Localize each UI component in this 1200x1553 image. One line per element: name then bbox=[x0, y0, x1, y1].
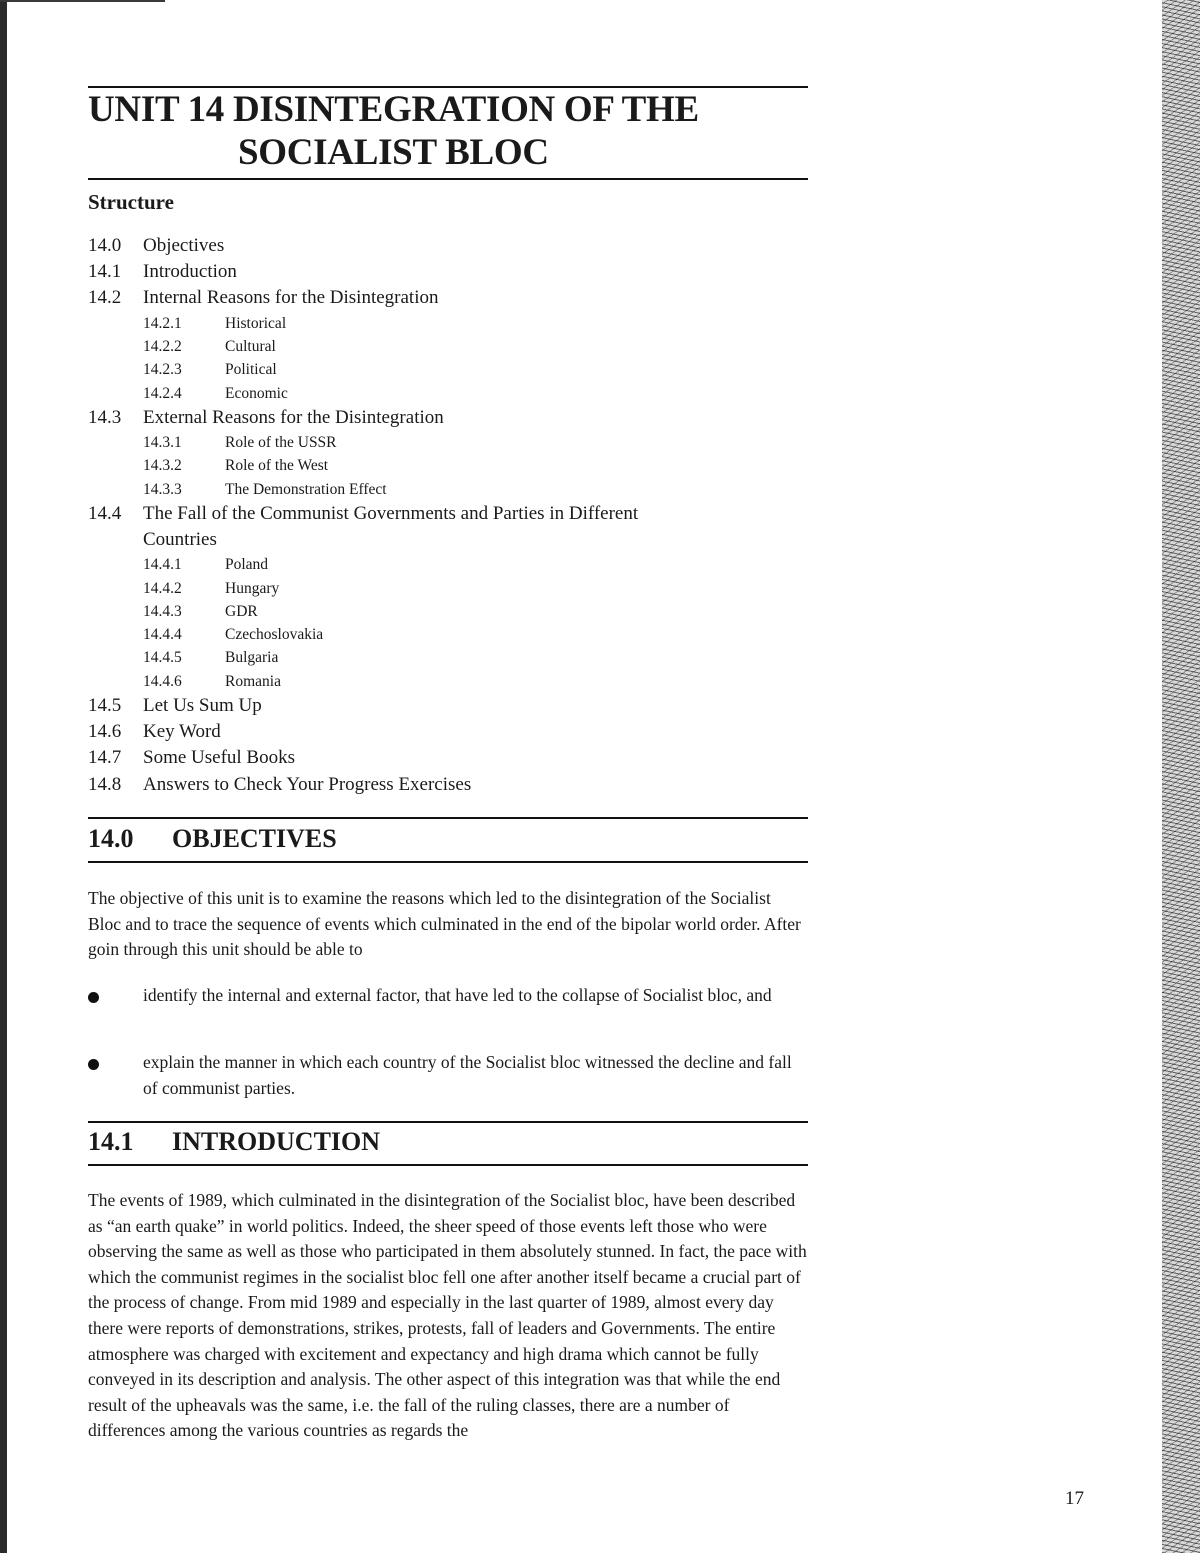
introduction-paragraph: The events of 1989, which culminated in the disintegration of the Socialist bloc, have been described as “an earth quake” in world politics. Indeed, the sheer speed of those events left those who were observing the same as well as those who participated in them absolutely stunned. In fact, the pace with which the communist regimes in the socialist bloc fell one after another itself became a crucial part of the process of change. From mid 1989 and especially in the last quarter of 1989, almost every day there were reports of demonstrations, strikes, protests, fall of leaders and Governments. The entire atmosphere was charged with excitement and expectancy and high drama which cannot be fully conveyed in its description and analysis. The other aspect of this integration was that while the end result of the upheavals was the same, i.e. the fall of the ruling classes, there are a number of differences among the various countries as regards the bbox=[88, 1190, 807, 1441]
objectives-heading bbox=[88, 824, 337, 854]
scan-border-left bbox=[0, 0, 7, 1553]
toc-subitem-14-2-1: 14.2.1 Historical bbox=[143, 314, 287, 332]
bullet-icon bbox=[88, 992, 99, 1003]
toc-item-14-1: 14.1 Introduction bbox=[88, 261, 237, 283]
objectives-bullet-1: identify the internal and external factor, that have led to the collapse of Socialist bloc, and bbox=[88, 983, 808, 1009]
toc-item-14-3: 14.3 External Reasons for the Disintegration bbox=[88, 406, 444, 428]
unit-title-line2: SOCIALIST BLOC bbox=[238, 132, 549, 173]
toc-subitem-14-4-4: 14.4.4 Czechoslovakia bbox=[143, 626, 324, 644]
toc-subitem-14-4-5: 14.4.5 Bulgaria bbox=[143, 649, 279, 667]
structure-heading: Structure bbox=[88, 190, 174, 214]
objectives-paragraph: The objective of this unit is to examine the reasons which led to the disintegration of the Socialist Bloc and to trace the sequence of events which culminated in the end of the bipolar world order. After goin through this unit should be able to bbox=[88, 888, 801, 960]
toc-subitem-14-3-3: 14.3.3 The Demonstration Effect bbox=[143, 480, 387, 498]
introduction-title: INTRODUCTION bbox=[172, 1127, 381, 1156]
objectives-title: OBJECTIVES bbox=[172, 824, 337, 853]
objectives-bullet-2: explain the manner in which each country of the Socialist bloc witnessed the decline and fall of communist parties. bbox=[88, 1050, 808, 1101]
introduction-rule-bottom bbox=[88, 1164, 808, 1166]
toc-subitem-14-4-1: 14.4.1 Poland bbox=[143, 556, 269, 574]
toc-item-14-6: 14.6 Key Word bbox=[88, 721, 221, 743]
toc-subitem-14-3-1: 14.3.1 Role of the USSR bbox=[143, 434, 337, 451]
objectives-rule-top bbox=[88, 817, 808, 819]
objectives-number: 14.0 bbox=[88, 824, 134, 853]
unit-title-line1: UNIT 14 DISINTEGRATION OF THE bbox=[88, 89, 699, 130]
toc-subitem-14-4-6: 14.4.6 Romania bbox=[143, 672, 281, 690]
table-of-contents bbox=[88, 233, 788, 798]
introduction-heading bbox=[88, 1127, 380, 1157]
toc-item-14-5: 14.5 Let Us Sum Up bbox=[88, 695, 262, 717]
unit-title bbox=[88, 88, 699, 174]
toc-item-14-7: 14.7 Some Useful Books bbox=[88, 747, 295, 769]
scan-border-right bbox=[1162, 0, 1200, 1553]
page-number: 17 bbox=[1065, 1488, 1084, 1509]
title-rule-bottom bbox=[88, 178, 808, 180]
toc-item-14-4: 14.4 The Fall of the Communist Governments and Parties in Different Countries bbox=[88, 502, 639, 551]
toc-subitem-14-2-3: 14.2.3 Political bbox=[143, 361, 277, 379]
bullet-icon bbox=[88, 1059, 99, 1070]
toc-subitem-14-2-2: 14.2.2 Cultural bbox=[143, 337, 276, 355]
introduction-number: 14.1 bbox=[88, 1127, 134, 1156]
toc-subitem-14-3-2: 14.3.2 Role of the West bbox=[143, 457, 329, 475]
toc-subitem-14-4-3: 14.4.3 GDR bbox=[143, 602, 258, 620]
toc-item-14-0: 14.0 Objectives bbox=[88, 235, 225, 256]
objectives-rule-bottom bbox=[88, 861, 808, 863]
introduction-rule-top bbox=[88, 1121, 808, 1123]
toc-item-14-8: 14.8 Answers to Check Your Progress Exercises bbox=[88, 773, 472, 795]
toc-subitem-14-2-4: 14.2.4 Economic bbox=[143, 384, 288, 402]
toc-subitem-14-4-2: 14.4.2 Hungary bbox=[143, 579, 280, 597]
scan-border-top bbox=[0, 0, 165, 2]
toc-item-14-2: 14.2 Internal Reasons for the Disintegration bbox=[88, 287, 439, 309]
